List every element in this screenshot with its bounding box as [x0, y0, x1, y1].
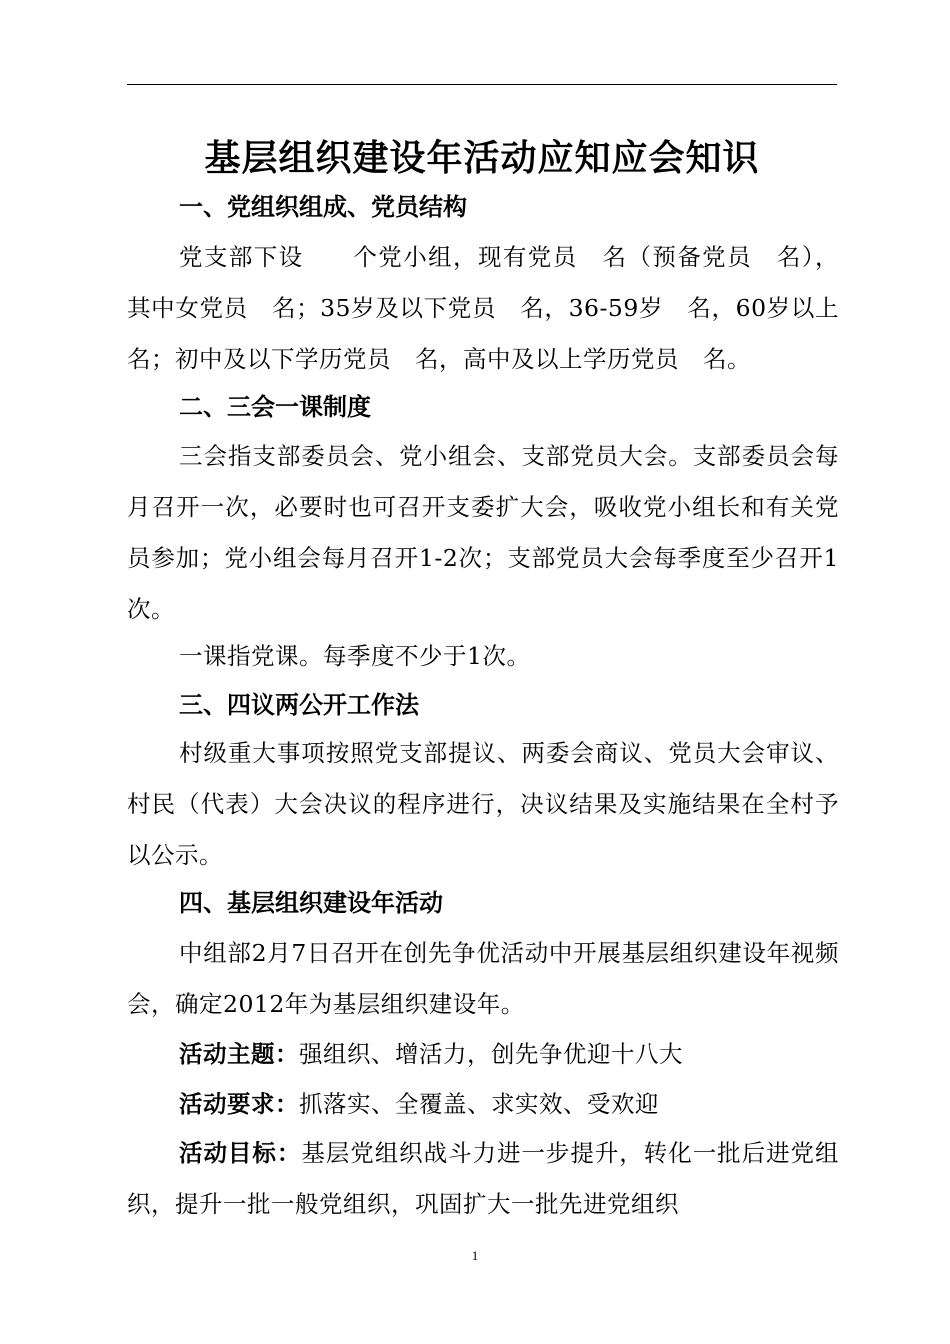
activity-theme-label: 活动主题： — [179, 1040, 299, 1068]
section-heading-3: 三、四议两公开工作法 — [179, 691, 419, 719]
section-4-paragraph: 中组部2月7日召开在创先争优活动中开展基层组织建设年视频会，确定2012年为基层组织建设年。 — [127, 939, 839, 1018]
section-heading-2: 二、三会一课制度 — [179, 393, 371, 421]
activity-requirement — [127, 1079, 839, 1130]
activity-goal — [127, 1128, 839, 1230]
document-title: 基层组织建设年活动应知应会知识 — [204, 137, 760, 179]
activity-requirement-label: 活动要求： — [179, 1090, 299, 1118]
activity-theme — [127, 1029, 839, 1080]
activity-goal-label: 活动目标： — [179, 1139, 302, 1167]
activity-goal-text: 基层党组织战斗力进一步提升，转化一批后进党组织，提升一批一般党组织，巩固扩大一批先进党组织 — [127, 1139, 840, 1218]
activity-theme-text: 强组织、增活力，创先争优迎十八大 — [299, 1040, 683, 1068]
section-3-paragraph: 村级重大事项按照党支部提议、两委会商议、党员大会审议、村民（代表）大会决议的程序进行，决议结果及实施结果在全村予以公示。 — [127, 739, 839, 869]
section-1-paragraph: 党支部下设 个党小组，现有党员 名（预备党员 名），其中女党员 名；35岁及以下党员 名，36-59岁 名，60岁以上 名；初中及以下学历党员 名，高中及以上学历党员 名。 — [127, 243, 887, 373]
section-2-paragraph-1: 三会指支部委员会、党小组会、支部党员大会。支部委员会每月召开一次，必要时也可召开支委扩大会，吸收党小组长和有关党员参加；党小组会每月召开1-2次；支部党员大会每季度至少召开1次。 — [127, 442, 839, 623]
header-rule — [127, 84, 837, 85]
page-number: 1 — [471, 1248, 479, 1263]
activity-requirement-text: 抓落实、全覆盖、求实效、受欢迎 — [299, 1090, 659, 1118]
section-2-paragraph-2: 一课指党课。每季度不少于1次。 — [179, 642, 531, 670]
section-heading-1: 一、党组织组成、党员结构 — [179, 193, 467, 221]
section-heading-4: 四、基层组织建设年活动 — [179, 889, 443, 917]
